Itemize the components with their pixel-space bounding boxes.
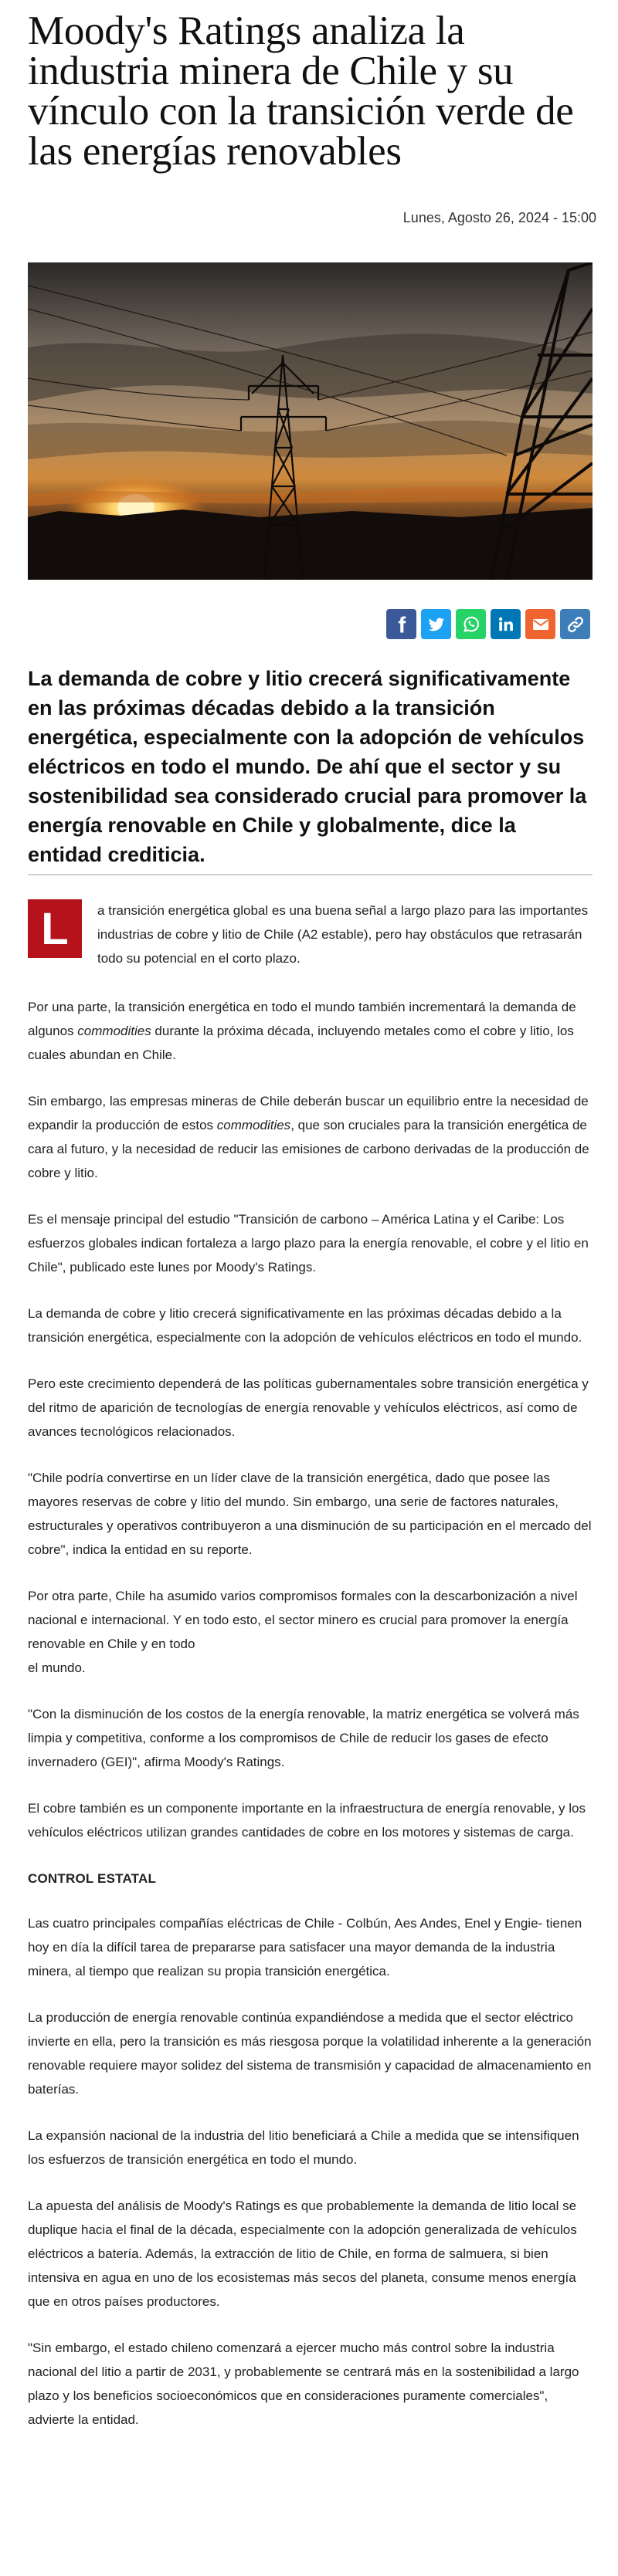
paragraph: "Chile podría convertirse en un líder clave de la transición energética, dado que posee las mayores reservas de cobre y litio del mundo. Sin embargo, una serie de factores naturales, estructurales y operativos contribuyeron a una disminución de su participación en el mercado del cobre", indica la entidad en su reporte. — [28, 1471, 592, 1557]
paragraph: Es el mensaje principal del estudio "Transición de carbono – América Latina y el Caribe: Los esfuerzos globales indican fortaleza a largo plazo para la energía renovable, el cobre y el litio en Chile", publicado este lunes por Moody's Ratings. — [28, 1212, 589, 1274]
article-lead: La demanda de cobre y litio crecerá significativamente en las próximas décadas debido a la transición energética, especialmente con la adopción de vehículos eléctricos en todo el mundo. De ahí que el sector y su sostenibilidad sea considerado crucial para promover la energía renovable en Chile y globalmente, dice la entidad crediticia. — [28, 667, 587, 866]
paragraph-text: a transición energética global es una buena señal a largo plazo para las importantes industrias de cobre y litio de Chile (A2 estable), pero hay obstáculos que retrasarán todo su potencial en el corto plazo. — [97, 903, 589, 966]
paragraph — [28, 899, 593, 973]
hero-image — [28, 262, 593, 580]
share-linkedin-button[interactable] — [491, 609, 521, 639]
copy-link-button[interactable] — [560, 609, 590, 639]
paragraph — [28, 1584, 593, 1680]
twitter-icon — [426, 614, 447, 635]
paragraph: Las cuatro principales compañías eléctricas de Chile - Colbún, Aes Andes, Enel y Engie- tienen hoy en día la difícil tarea de prepararse para satisfacer una mayor demanda de la industria minera, al tiempo que realizan su propia transición energética. — [28, 1916, 582, 1979]
section-heading: CONTROL ESTATAL — [28, 1871, 157, 1886]
share-bar — [386, 609, 590, 639]
paragraph-text: durante la próxima década, incluyendo metales como el cobre y litio, los cuales abundan en Chile. — [28, 1024, 574, 1062]
paragraph-text: Por una parte, la transición energética en todo el mundo también incrementará la demanda de algunos — [28, 1000, 576, 1038]
link-icon — [565, 614, 586, 635]
article-date: Lunes, Agosto 26, 2024 - 15:00 — [402, 210, 596, 225]
paragraph — [28, 1089, 593, 1185]
paragraph-text: , que son cruciales para la transición energética de cara al futuro, y la necesidad de reducir las emisiones de carbono derivadas de la producción de cobre y litio. — [28, 1118, 589, 1180]
drop-cap: L — [28, 899, 82, 958]
share-email-button[interactable] — [525, 609, 555, 639]
article-title: Moody's Ratings analiza la industria minera de Chile y su vínculo con la transición verde de las energías renovables — [28, 8, 574, 174]
paragraph: El cobre también es un componente importante en la infraestructura de energía renovable, y los vehículos eléctricos utilizan grandes cantidades de cobre en los motores y sistemas de carga. — [28, 1801, 586, 1840]
facebook-icon — [391, 614, 413, 635]
paragraph: Pero este crecimiento dependerá de las políticas gubernamentales sobre transición energética y del ritmo de aparición de tecnologías de energía renovable y vehículos eléctricos, así como de avances tecnológicos relacionados. — [28, 1376, 589, 1439]
whatsapp-icon — [460, 614, 482, 635]
share-whatsapp-button[interactable] — [456, 609, 486, 639]
emphasis-text: commodities — [216, 1118, 291, 1132]
share-facebook-button[interactable] — [386, 609, 416, 639]
email-icon — [530, 614, 552, 635]
paragraph-text: Por otra parte, Chile ha asumido varios compromisos formales con la descarbonización a nivel nacional e internacional. Y en todo esto, el sector minero es crucial para promover la energía renovable en Chile y en todo — [28, 1589, 578, 1651]
divider — [28, 874, 593, 875]
linkedin-icon — [495, 614, 517, 635]
paragraph: "Sin embargo, el estado chileno comenzará a ejercer mucho más control sobre la industria nacional del litio a partir de 2031, y probablemente se centrará más en la sostenibilidad a largo plazo y los beneficios socioeconómicos que en consideraciones puramente comerciales", advierte la entidad. — [28, 2341, 579, 2427]
share-twitter-button[interactable] — [421, 609, 451, 639]
paragraph-text: el mundo. — [28, 1660, 86, 1675]
paragraph: La producción de energía renovable continúa expandiéndose a medida que el sector eléctrico invierte en ella, pero la transición es más riesgosa porque la volatilidad inherente a la generación renovable requiere mayor solidez del sistema de transmisión y capacidad de almacenamiento en baterías. — [28, 2010, 592, 2097]
emphasis-text: commodities — [77, 1024, 151, 1038]
article-body — [28, 899, 593, 2454]
paragraph: La expansión nacional de la industria del litio beneficiará a Chile a medida que se intensifiquen los esfuerzos de transición energética en todo el mundo. — [28, 2128, 579, 2167]
paragraph — [28, 995, 593, 1067]
paragraph-text: Sin embargo, las empresas mineras de Chile deberán buscar un equilibrio entre la necesidad de expandir la producción de estos — [28, 1094, 589, 1132]
paragraph: La apuesta del análisis de Moody's Ratings es que probablemente la demanda de litio local se duplique hacia el final de la década, especialmente con la adopción generalizada de vehículos eléctricos a batería. Además, la extracción de litio de Chile, en forma de salmuera, si bien intensiva en agua en uno de los ecosistemas más secos del planeta, consume menos energía que en otros países productores. — [28, 2199, 577, 2309]
paragraph: "Con la disminución de los costos de la energía renovable, la matriz energética se volverá más limpia y competitiva, conforme a los compromisos de Chile de reducir los gases de efecto invernadero (GEI)", afirma Moody's Ratings. — [28, 1707, 579, 1769]
paragraph: La demanda de cobre y litio crecerá significativamente en las próximas décadas debido a la transición energética, especialmente con la adopción de vehículos eléctricos en todo el mundo. — [28, 1306, 582, 1345]
